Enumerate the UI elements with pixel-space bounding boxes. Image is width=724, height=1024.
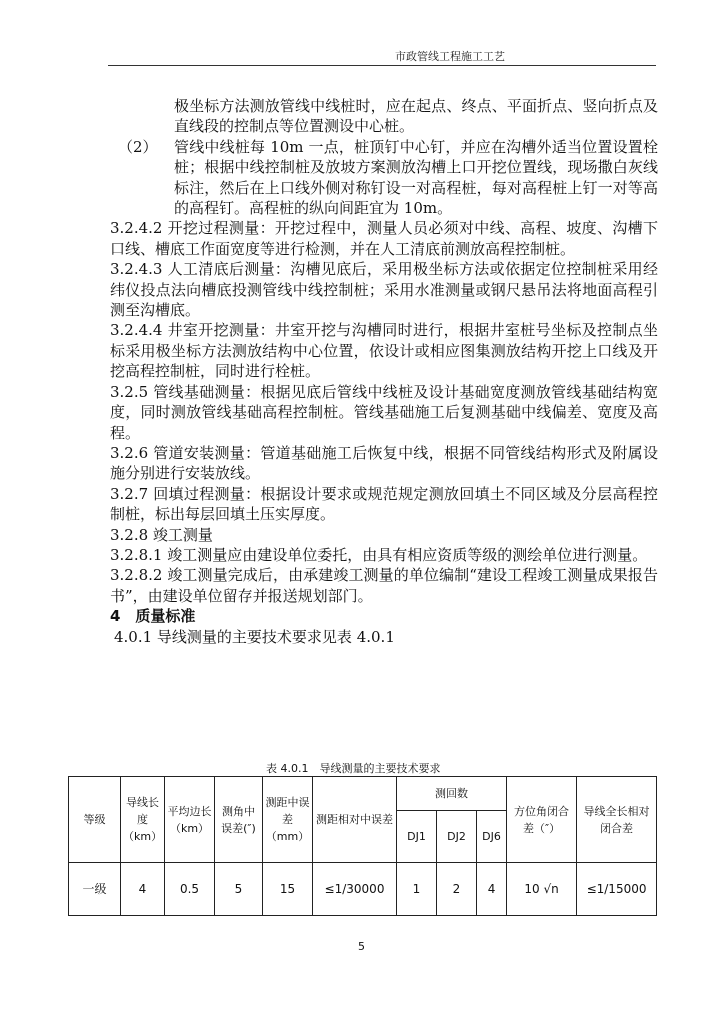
header-azimuth: 方位角闭合差（″） <box>507 777 577 863</box>
header-relative-error: 测距相对中误差 <box>313 777 397 863</box>
header-grade: 等级 <box>69 777 121 863</box>
section-3-2-4-2: 3.2.4.2 开挖过程测量：开挖过程中，测量人员必须对中线、高程、坡度、沟槽下口线、槽底工作面宽度等进行检测，并在人工清底前测放高程控制桩。 <box>110 219 658 258</box>
section-3-2-5: 3.2.5 管线基础测量：根据见底后管线中线桩及设计基础宽度测放管线基础结构宽度，同时测放管线基础高程控制桩。管线基础施工后复测基础中线偏差、宽度及高程。 <box>110 382 658 442</box>
section-3-2-4-4: 3.2.4.4 井室开挖测量：井室开挖与沟槽同时进行，根据井室桩号坐标及控制点坐标采用极坐标方法测放结构中心位置，依设计或相应图集测放结构开挖上口线及开挖高程控制桩，同时进行栓桩。 <box>110 321 658 381</box>
header-title: 市政管线工程施工工艺 <box>395 50 505 63</box>
cell-dj6: 4 <box>477 863 507 916</box>
header-dj6: DJ6 <box>477 811 507 863</box>
header-avg-side: 平均边长（km） <box>165 777 215 863</box>
table-header-row <box>69 777 657 811</box>
header-rule <box>108 65 656 66</box>
page-number: 5 <box>358 940 365 953</box>
header-rounds: 测回数 <box>397 777 507 811</box>
cell-dj1: 1 <box>397 863 437 916</box>
section-3-2-4-3: 3.2.4.3 人工清底后测量：沟槽见底后，采用极坐标方法或依据定位控制桩采用经纬仪投点法向槽底投测管线中线控制桩；采用水准测量或钢尺悬吊法将地面高程引测至沟槽底。 <box>110 260 658 320</box>
document-body <box>110 96 658 647</box>
cell-avg-side: 0.5 <box>165 863 215 916</box>
section-3-2-7: 3.2.7 回填过程测量：根据设计要求或规范规定测放回填土不同区域及分层高程控制桩，标出每层回填土压实厚度。 <box>110 484 658 524</box>
header-closure: 导线全长相对闭合差 <box>577 777 657 863</box>
section-3-2-6: 3.2.6 管道安装测量：管道基础施工后恢复中线，根据不同管线结构形式及附属设施分别进行安装放线。 <box>110 443 658 483</box>
cell-dj2: 2 <box>437 863 477 916</box>
section-4-0-1: 4.0.1 导线测量的主要技术要求见表 4.0.1 <box>114 627 395 646</box>
list-item-number: （2） <box>118 137 158 156</box>
header-dj2: DJ2 <box>437 811 477 863</box>
table-caption: 表 4.0.1 导线测量的主要技术要求 <box>266 762 441 775</box>
cell-grade: 一级 <box>69 863 121 916</box>
header-length: 导线长度（km） <box>121 777 165 863</box>
traverse-requirements-table <box>68 776 657 916</box>
list-item-2 <box>110 137 658 219</box>
cell-angle-error: 5 <box>215 863 263 916</box>
list-item-text: 管线中线桩每 10m 一点，桩顶钉中心钉，并应在沟槽外适当位置设置栓桩；根据中线控制桩及放坡方案测放沟槽上口开挖位置线，现场撒白灰线标注，然后在上口线外侧对称钉设一对高程桩，每对高程桩上钉一对等高的高程钉。高程桩的纵向间距宜为 10m。 <box>174 137 658 218</box>
section-3-2-8-2: 3.2.8.2 竣工测量完成后，由承建竣工测量的单位编制“建设工程竣工测量成果报告书”，由建设单位留存并报送规划部门。 <box>110 566 658 605</box>
cell-relative-error: ≤1/30000 <box>313 863 397 916</box>
section-heading-4: 4 质量标准 <box>110 607 196 626</box>
section-3-2-8: 3.2.8 竣工测量 <box>110 525 213 544</box>
section-3-2-8-1: 3.2.8.1 竣工测量应由建设单位委托，由具有相应资质等级的测绘单位进行测量。 <box>110 545 648 564</box>
table-row <box>69 863 657 916</box>
cell-closure: ≤1/15000 <box>577 863 657 916</box>
header-dj1: DJ1 <box>397 811 437 863</box>
cell-distance-error: 15 <box>263 863 313 916</box>
cell-length: 4 <box>121 863 165 916</box>
paragraph-continuation: 极坐标方法测放管线中线桩时，应在起点、终点、平面折点、竖向折点及直线段的控制点等位置测设中心桩。 <box>174 97 658 136</box>
cell-azimuth: 10 √n <box>507 863 577 916</box>
header-angle-error: 测角中误差(″) <box>215 777 263 863</box>
header-distance-error: 测距中误差（mm） <box>263 777 313 863</box>
